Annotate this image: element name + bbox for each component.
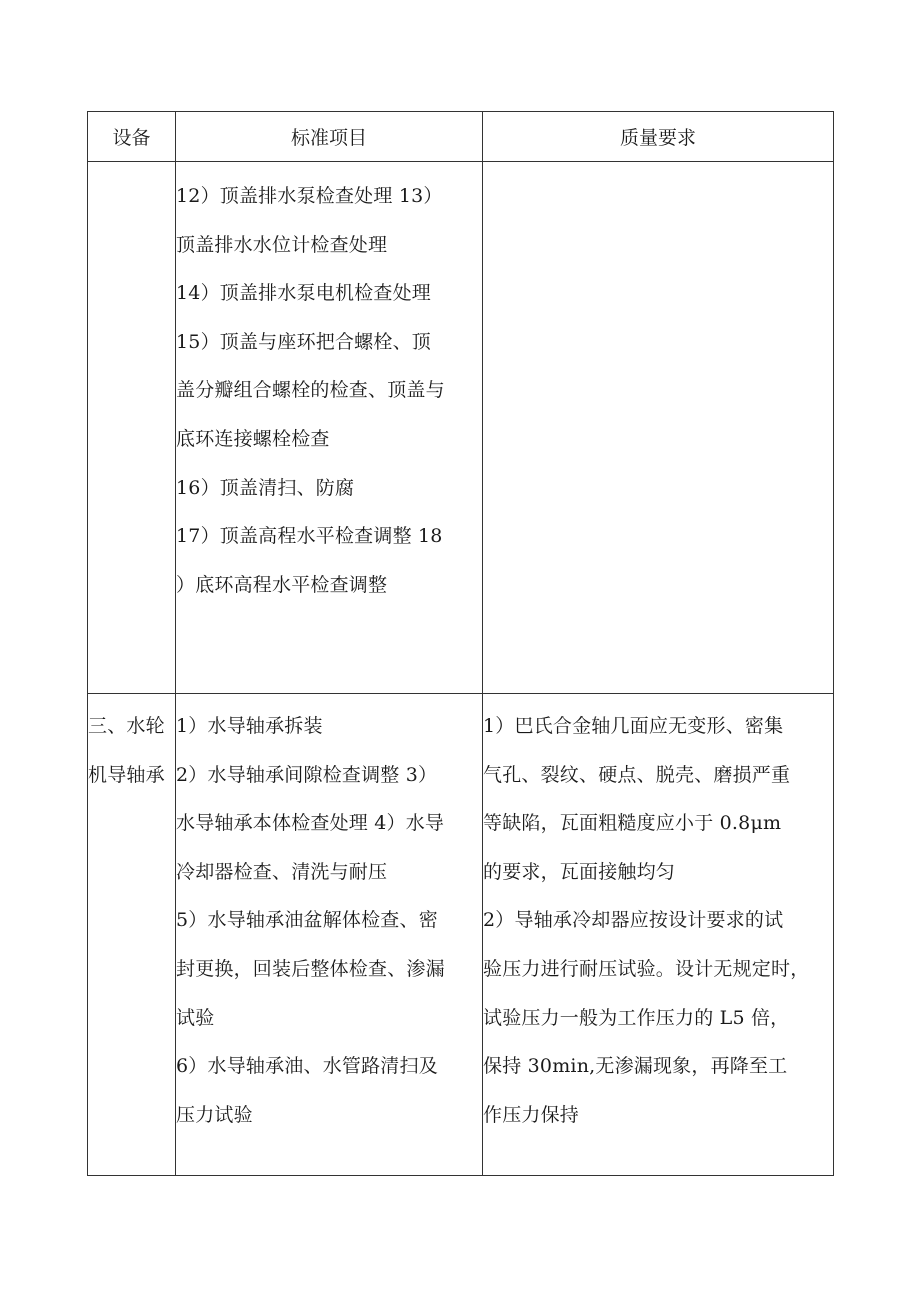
standard-item-line: 12）顶盖排水泵检查处理 13） — [176, 185, 443, 207]
standard-item-line: ）底环高程水平检查调整 — [176, 573, 388, 596]
header-device: 设备 — [88, 112, 176, 162]
standard-item-line: 封更换，回装后整体检查、渗漏 — [176, 957, 445, 980]
quality-standards-table — [87, 111, 834, 1176]
requirement-line: 等缺陷，瓦面粗糙度应小于 0.8μm — [483, 812, 782, 835]
table-row — [88, 162, 834, 694]
standard-item-line: 16）顶盖清扫、防腐 — [176, 476, 355, 499]
device-cell — [88, 162, 176, 694]
header-row — [88, 112, 834, 162]
requirement-line: 的要求，瓦面接触均匀 — [483, 860, 676, 883]
standard-item-line: 17）顶盖高程水平检查调整 18 — [176, 525, 443, 548]
requirement-line: 气孔、裂纹、硬点、脱壳、磨损严重 — [483, 763, 791, 786]
requirement-line: 1）巴氏合金轴几面应无变形、密集 — [483, 715, 784, 737]
requirement-line: 作压力保持 — [483, 1103, 580, 1126]
standard-items-cell — [176, 694, 483, 1176]
standard-item-line: 试验 — [176, 1006, 215, 1029]
header-standard-items: 标准项目 — [176, 112, 483, 162]
requirement-line: 验压力进行耐压试验。设计无规定时， — [483, 957, 810, 980]
quality-requirements-cell — [483, 162, 834, 694]
standard-item-line: 底环连接螺栓检查 — [176, 427, 330, 450]
standard-item-line: 15）顶盖与座环把合螺栓、顶 — [176, 330, 431, 353]
standard-item-line: 5）水导轴承油盆解体检查、密 — [176, 909, 438, 932]
quality-requirements-cell — [483, 694, 834, 1176]
standard-item-line: 压力试验 — [176, 1103, 253, 1126]
requirement-line: 试验压力一般为工作压力的 L5 倍， — [483, 1006, 790, 1029]
requirement-line: 保持 30min,无渗漏现象，再降至工 — [483, 1055, 788, 1078]
header-quality-requirements: 质量要求 — [483, 112, 834, 162]
device-line: 三、水轮 — [88, 715, 165, 737]
standard-item-line: 1）水导轴承拆装 — [176, 715, 323, 737]
standard-item-line: 顶盖排水水位计检查处理 — [176, 233, 388, 256]
standard-item-line: 盖分瓣组合螺栓的检查、顶盖与 — [176, 379, 445, 402]
standard-item-line: 2）水导轴承间隙检查调整 3） — [176, 763, 438, 786]
table-row — [88, 694, 834, 1176]
standard-item-line: 6）水导轴承油、水管路清扫及 — [176, 1055, 438, 1078]
device-cell — [88, 694, 176, 1176]
requirement-line: 2）导轴承冷却器应按设计要求的试 — [483, 909, 784, 932]
device-line: 机导轴承 — [88, 763, 165, 786]
standard-item-line: 14）顶盖排水泵电机检查处理 — [176, 282, 431, 305]
standard-items-cell — [176, 162, 483, 694]
standard-item-line: 水导轴承本体检查处理 4）水导 — [176, 812, 445, 835]
standard-item-line: 冷却器检查、清洗与耐压 — [176, 860, 388, 883]
